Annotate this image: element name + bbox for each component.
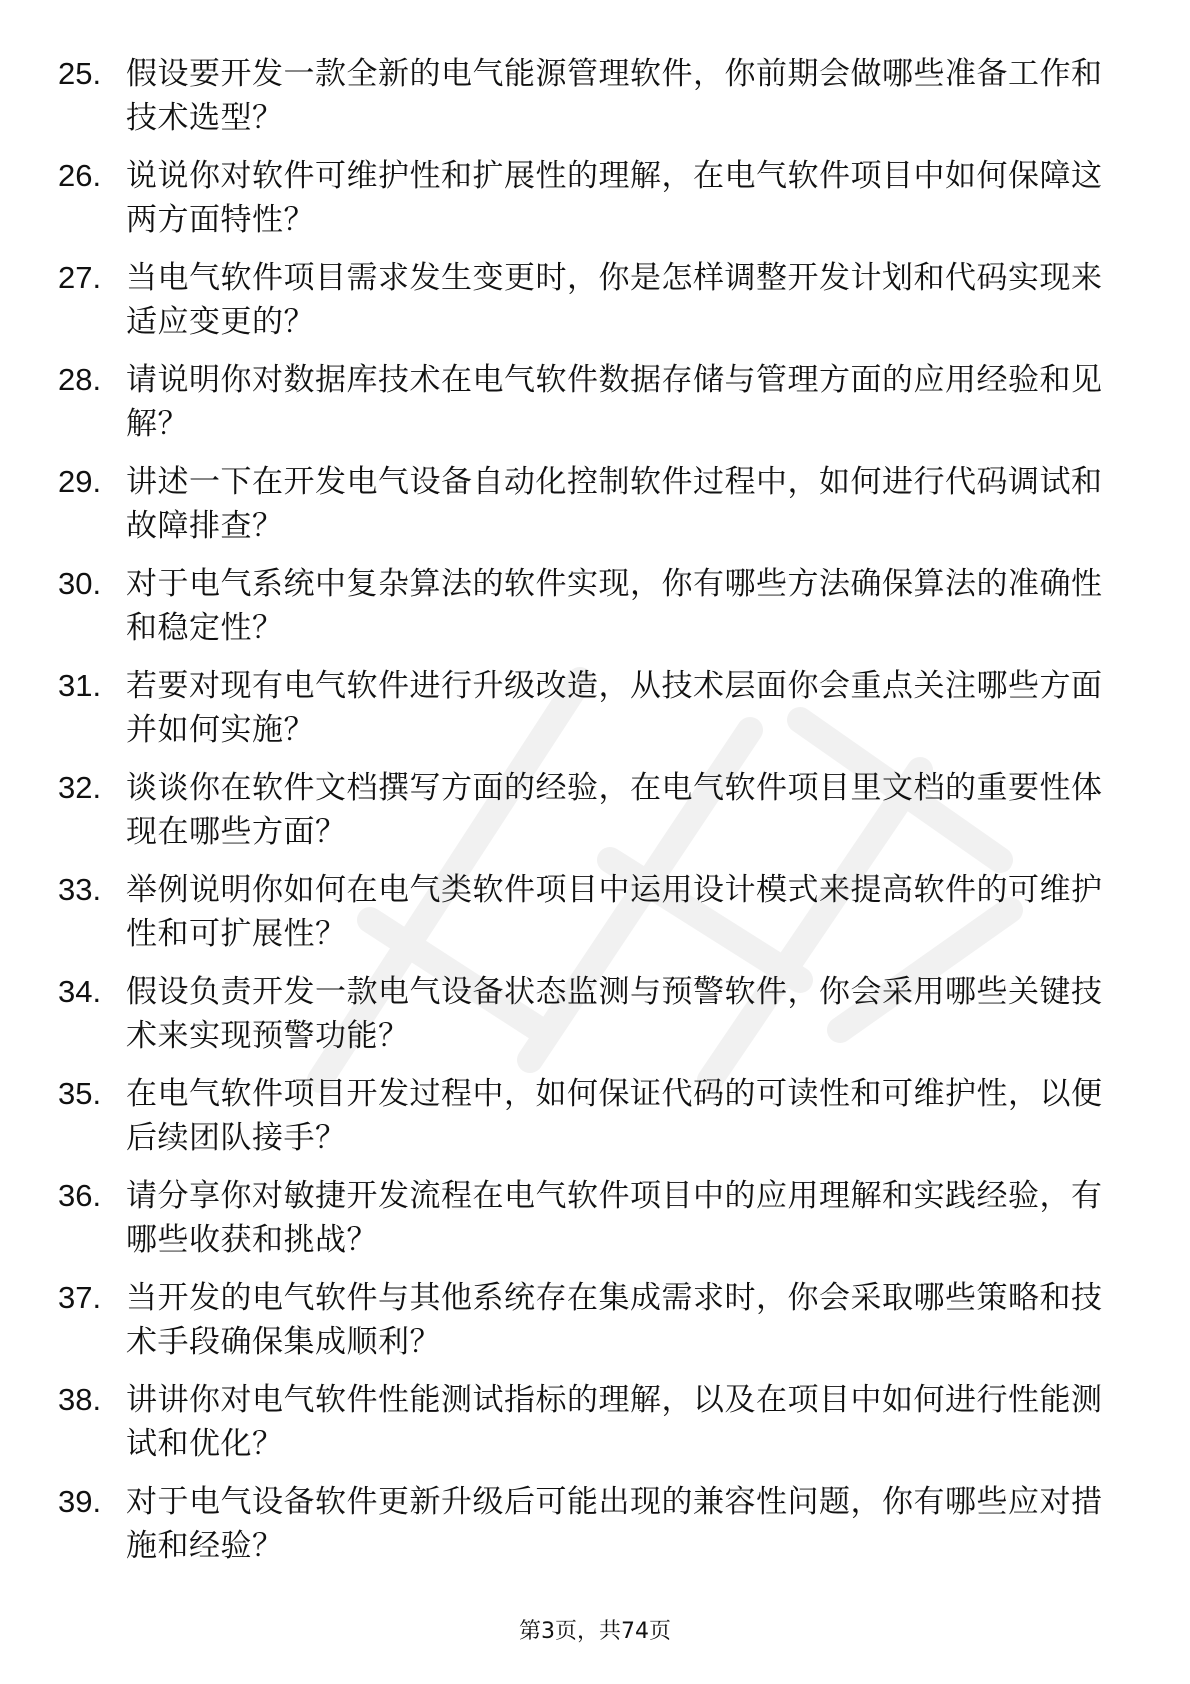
question-item <box>58 1276 1118 1378</box>
question-text: 请分享你对敏捷开发流程在电气软件项目中的应用理解和实践经验，有哪些收获和挑战？ <box>126 1178 1103 1258</box>
question-text: 举例说明你如何在电气类软件项目中运用设计模式来提高软件的可维护性和可扩展性？ <box>126 872 1103 952</box>
question-text: 讲述一下在开发电气设备自动化控制软件过程中，如何进行代码调试和故障排查？ <box>126 464 1103 544</box>
question-number: 39. <box>58 1484 102 1519</box>
question-number: 33. <box>58 872 102 907</box>
question-item <box>58 154 1118 256</box>
question-item <box>58 766 1118 868</box>
question-text: 讲讲你对电气软件性能测试指标的理解，以及在项目中如何进行性能测试和优化？ <box>126 1382 1103 1462</box>
question-number: 34. <box>58 974 102 1009</box>
question-number: 25. <box>58 56 102 91</box>
question-item <box>58 256 1118 358</box>
question-number: 26. <box>58 158 102 193</box>
question-item <box>58 460 1118 562</box>
question-number: 29. <box>58 464 102 499</box>
question-text: 假设要开发一款全新的电气能源管理软件，你前期会做哪些准备工作和技术选型？ <box>126 56 1103 136</box>
question-number: 38. <box>58 1382 102 1417</box>
question-text: 当开发的电气软件与其他系统存在集成需求时，你会采取哪些策略和技术手段确保集成顺利？ <box>126 1280 1103 1360</box>
question-item <box>58 1174 1118 1276</box>
question-text: 说说你对软件可维护性和扩展性的理解，在电气软件项目中如何保障这两方面特性？ <box>126 158 1103 238</box>
question-list <box>58 52 1118 1582</box>
question-number: 32. <box>58 770 102 805</box>
question-item <box>58 1072 1118 1174</box>
question-text: 请说明你对数据库技术在电气软件数据存储与管理方面的应用经验和见解？ <box>126 362 1103 442</box>
question-number: 35. <box>58 1076 102 1111</box>
question-text: 当电气软件项目需求发生变更时，你是怎样调整开发计划和代码实现来适应变更的？ <box>126 260 1103 340</box>
question-text: 在电气软件项目开发过程中，如何保证代码的可读性和可维护性，以便后续团队接手？ <box>126 1076 1103 1156</box>
question-item <box>58 868 1118 970</box>
question-number: 31. <box>58 668 102 703</box>
question-item <box>58 52 1118 154</box>
question-text: 假设负责开发一款电气设备状态监测与预警软件，你会采用哪些关键技术来实现预警功能？ <box>126 974 1103 1054</box>
question-number: 36. <box>58 1178 102 1213</box>
question-number: 30. <box>58 566 102 601</box>
question-number: 37. <box>58 1280 102 1315</box>
question-number: 28. <box>58 362 102 397</box>
question-item <box>58 970 1118 1072</box>
question-item <box>58 1480 1118 1582</box>
question-text: 对于电气系统中复杂算法的软件实现，你有哪些方法确保算法的准确性和稳定性？ <box>126 566 1103 646</box>
question-number: 27. <box>58 260 102 295</box>
question-item <box>58 358 1118 460</box>
question-text: 对于电气设备软件更新升级后可能出现的兼容性问题，你有哪些应对措施和经验？ <box>126 1484 1103 1564</box>
question-item <box>58 562 1118 664</box>
question-text: 谈谈你在软件文档撰写方面的经验，在电气软件项目里文档的重要性体现在哪些方面？ <box>126 770 1103 850</box>
page-footer: 第3页，共74页 <box>519 1619 671 1644</box>
question-item <box>58 1378 1118 1480</box>
question-item <box>58 664 1118 766</box>
question-text: 若要对现有电气软件进行升级改造，从技术层面你会重点关注哪些方面并如何实施？ <box>126 668 1103 748</box>
